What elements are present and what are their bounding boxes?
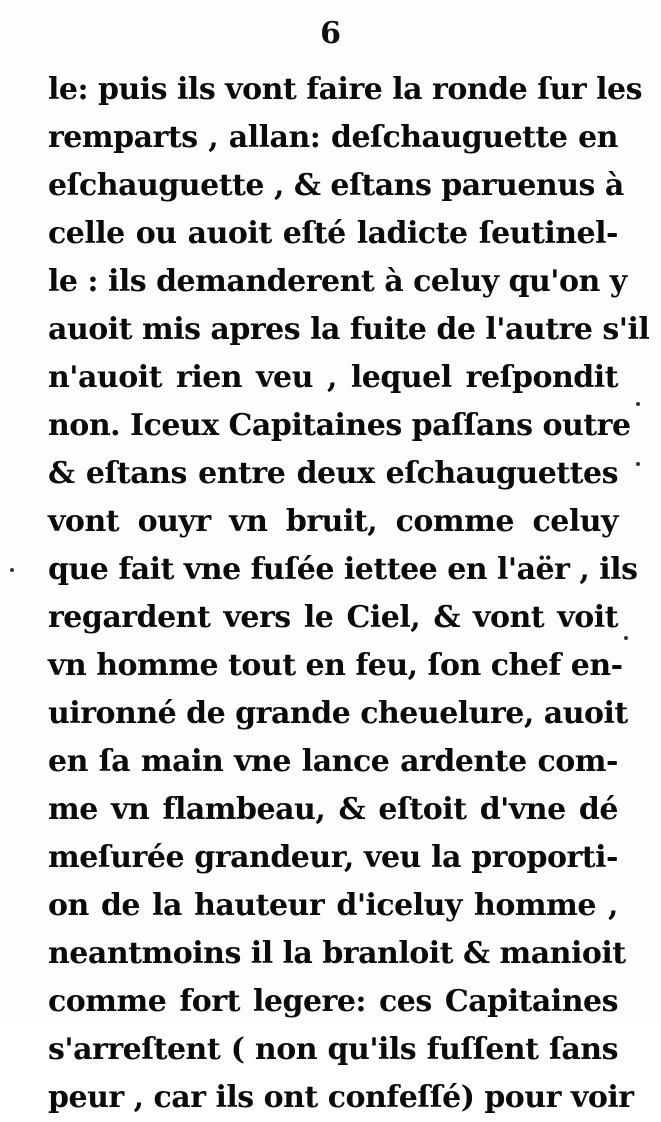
text-line: remparts , allan: deſchauguette en	[48, 120, 618, 155]
text-line: & eſtans entre deux eſchauguettes	[48, 456, 618, 491]
text-line: eſchauguette , & eſtans paruenus à	[48, 168, 624, 203]
print-speck	[10, 568, 14, 572]
text-line: uironné de grande cheuelure, auoit	[48, 696, 628, 731]
text-line: auoit mis apres la fuite de l'autre s'il	[48, 312, 650, 347]
print-speck	[636, 402, 640, 406]
text-line: celle ou auoit eſté ladicte ſeutinel-	[48, 216, 618, 251]
text-line: vn homme tout en feu, ſon chef en-	[48, 648, 623, 683]
text-line: me vn flambeau, & eſtoit d'vne dé	[48, 792, 618, 827]
text-line: regardent vers le Ciel, & vont voit	[48, 600, 618, 635]
page-number: 6	[320, 16, 341, 51]
text-line: n'auoit rien veu , lequel reſpondit	[48, 360, 618, 395]
text-line: que fait vne fuſée iettee en l'aër , ils	[48, 552, 638, 587]
text-line: non. Iceux Capitaines paſſans outre	[48, 408, 631, 443]
print-speck	[624, 636, 628, 640]
body-text	[48, 66, 650, 1122]
text-line: comme fort legere: ces Capitaines	[48, 984, 618, 1019]
text-line: peur , car ils ont confeſſé) pour voir	[48, 1080, 634, 1115]
text-line: en ſa main vne lance ardente com-	[48, 744, 618, 779]
text-line: le: puis ils vont faire la ronde ſur les	[48, 72, 643, 107]
text-line: le : ils demanderent à celuy qu'on y	[48, 264, 627, 299]
text-line: s'arreſtent ( non qu'ils fuſſent ſans	[48, 1032, 618, 1067]
text-line: meſurée grandeur, veu la proporti-	[48, 840, 618, 875]
text-line: vont ouyr vn bruit, comme celuy	[48, 504, 618, 539]
text-line: neantmoins il la branloit & manioit	[48, 936, 626, 971]
print-speck	[636, 462, 640, 466]
text-line: on de la hauteur d'iceluy homme ,	[48, 888, 618, 923]
